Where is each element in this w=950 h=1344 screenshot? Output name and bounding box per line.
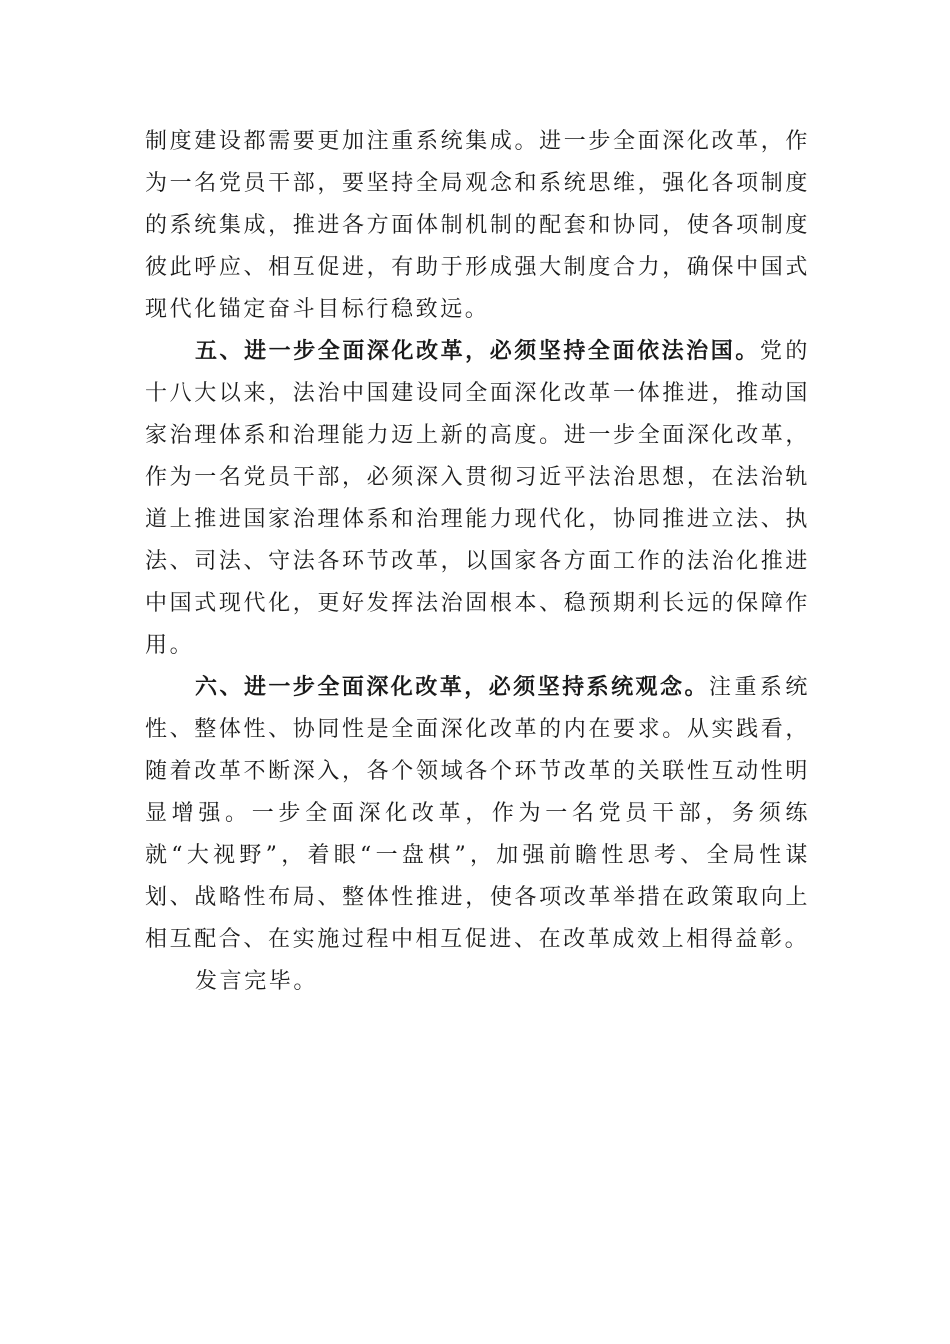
paragraph-closing	[145, 961, 810, 1003]
paragraph-text: 注重系统性、整体性、协同性是全面深化改革的内在要求。从实践看，随着改革不断深入，各个领域各个环节改革的关联性互动性明显增强。一步全面深化改革，作为一名党员干部，务须练就“大视野”，着眼“一盘棋”，加强前瞻性思考、全局性谋划、战略性布局、整体性推进，使各项改革举措在政策取向上相互配合、在实施过程中相互促进、在改革成效上相得益彰。	[145, 675, 810, 952]
document-body	[145, 121, 810, 1003]
paragraph-text: 党的十八大以来，法治中国建设同全面深化改革一体推进，推动国家治理体系和治理能力迈上新的高度。进一步全面深化改革，作为一名党员干部，必须深入贯彻习近平法治思想，在法治轨道上推进国家治理体系和治理能力现代化，协同推进立法、执法、司法、守法各环节改革，以国家各方面工作的法治化推进中国式现代化，更好发挥法治固根本、稳预期利长远的保障作用。	[145, 339, 810, 658]
section-five-heading: 五、进一步全面深化改革，必须坚持全面依法治国。	[195, 339, 760, 364]
section-six-heading: 六、进一步全面深化改革，必须坚持系统观念。	[195, 675, 709, 700]
paragraph-text: 制度建设都需要更加注重系统集成。进一步全面深化改革，作为一名党员干部，要坚持全局观念和系统思维，强化各项制度的系统集成，推进各方面体制机制的配套和协同，使各项制度彼此呼应、相互促进，有助于形成强大制度合力，确保中国式现代化锚定奋斗目标行稳致远。	[145, 129, 810, 322]
paragraph-section-five	[145, 331, 810, 667]
paragraph-section-six	[145, 667, 810, 961]
paragraph-continuation	[145, 121, 810, 331]
closing-text: 发言完毕。	[195, 969, 319, 994]
